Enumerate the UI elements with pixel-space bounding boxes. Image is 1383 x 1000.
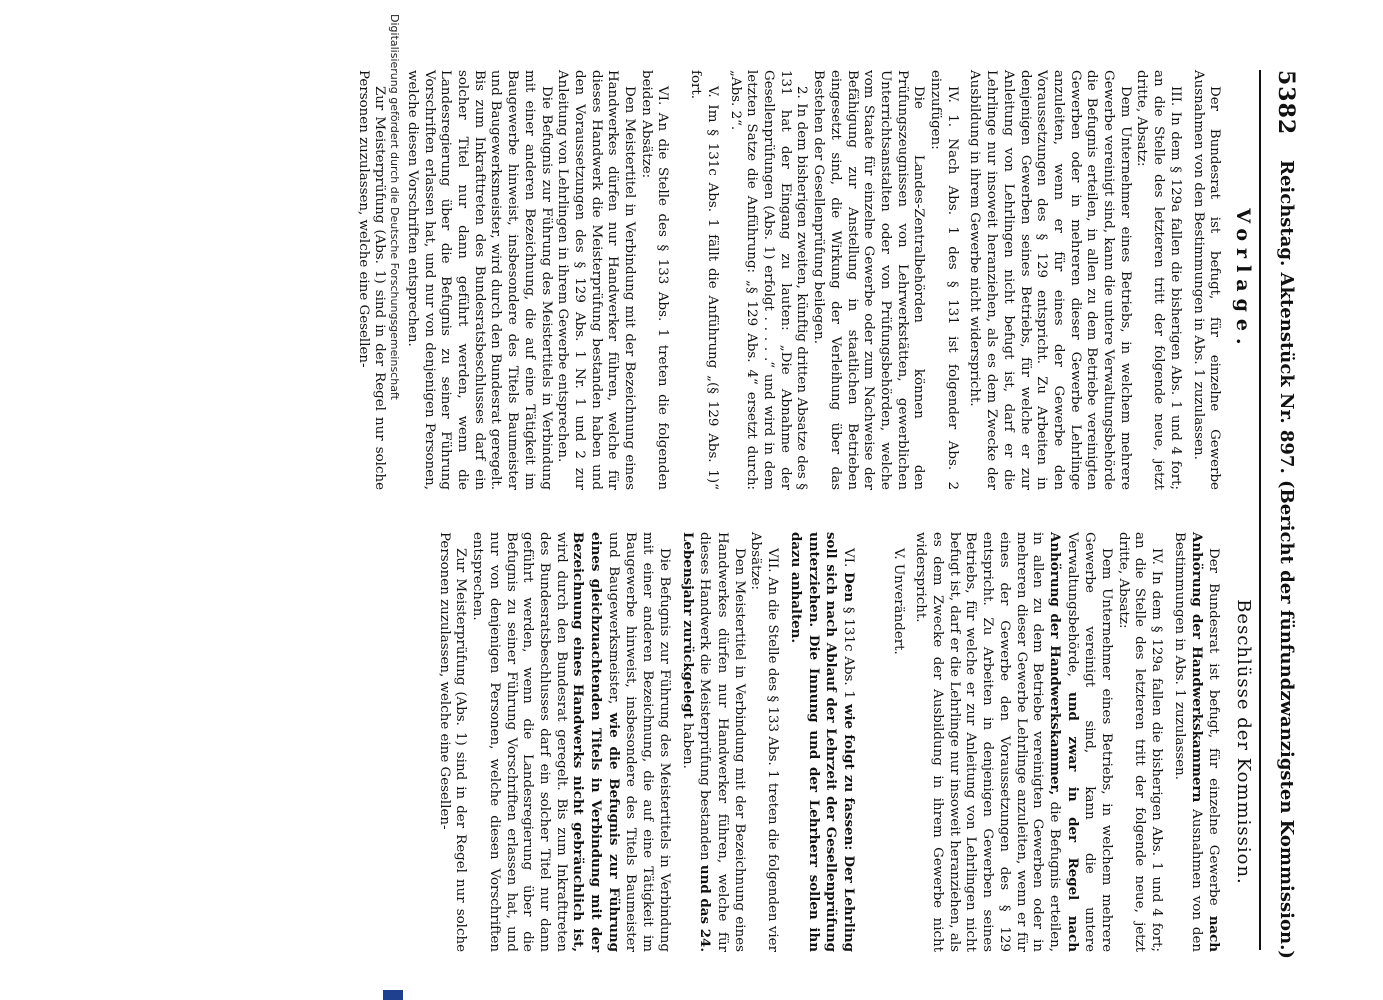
left-column-vorlage (354, 70, 1255, 490)
left-column-title: Vorlage. (1232, 208, 1254, 352)
paragraph: Dem Unternehmer eines Betriebs, in welchem mehrere Gewerbe vereinigt sind, kann die untere Verwaltungsbehörde, und zwar in der Regel nach Anhörung der Handwerkskammer, die Befugnis erteilen, in allen zu dem Betriebe vereinigten Gewerben oder in mehreren dieser Gewerbe Lehrlinge anzuleiten, wenn er für eines der Gewerbe den Voraussetzungen des § 129 entspricht. Zu Arbeiten in denjenigen Gewerben seines Betriebs, für welche er zur Anleitung von Lehrlingen nicht befugt ist, darf er die Lehrlinge nur insoweit heranziehen, als es dem Zwecke der Ausbildung in ihrem Gewerbe nicht widerspricht. (913, 532, 1115, 953)
paragraph: Den Meistertitel in Verbindung mit der Bezeichnung eines Handwerkes dürfen nur Handwerker führen, welche für dieses Handwerk die Meisterprüfung bestanden haben und den Voraussetzungen des § 129 Abs. 1 Nr. 1 und 2 zur Anleitung von Lehrlingen in ihrem Gewerbe entsprechen. (555, 70, 638, 490)
paragraph: VII. An die Stelle des § 133 Abs. 1 treten die folgenden vier Absätze: (748, 532, 781, 952)
paragraph: Die Befugnis zur Führung des Meistertitels in Verbindung mit einer anderen Bezeichnung, die auf eine Tätigkeit im Baugewerbe hinweist, insbesondere des Titels Baumeister und Baugewerksmeister, wird durch den Bundesrat geregelt. Bis zum Inkrafttreten des Bundesratsbeschlusses darf ein solcher Titel nur dann geführt werden, wenn die Landesregierung über die Befugnis zu seiner Führung Vorschriften erlassen hat, und nur von denjenigen Personen, welche diesen Vorschriften entsprechen. (404, 70, 554, 490)
paragraph: V. Im § 131c Abs. 1 fällt die Anführung „(§ 129 Abs. 1)“ fort. (688, 70, 720, 490)
right-column-beschluesse (435, 532, 1255, 952)
amendment-bold: und zwar in der Regel nach Anhörung der Handwerkskammer, (1046, 532, 1081, 952)
dfg-logo-icon (383, 990, 403, 1000)
amendment-bold: nach Anhörung der Handwerkskammern (1188, 532, 1223, 952)
paragraph: IV. 1. Nach Abs. 1 des § 131 ist folgender Abs. 2 einzufügen: (928, 70, 960, 490)
paragraph: 2. In dem bisherigen zweiten, künftig dritten Absatze des § 131 hat der Eingang zu lauten: „Die Abnahme der Gesellenprüfungen (Abs. 1) erfolgt . . . . .“ und wird in dem letzten Satze die Anführung: „§ 129 Abs. 4“ ersetzt durch: „Abs. 2“. (727, 70, 810, 490)
paragraph: V. Unverändert. (890, 548, 906, 655)
paragraph: Zur Meisterprüfung (Abs. 1) sind in der Regel nur solche Personen zuzulassen, welche eine Gesellen- (436, 532, 469, 952)
amendment-bold: wie die Befugnis zur Führung eines gleichzuachtenden Titels in Verbindung mit der Bezeichnung eines Handwerks nicht gebräuchlich ist, (570, 532, 622, 952)
credit-text: Digitalisierung gefördert durch die Deutsche Forschungsgemeinschaft (388, 14, 401, 400)
page-header (1263, 70, 1307, 959)
paragraph: IV. In dem § 129a fallen die bisherigen Abs. 1 und 4 fort; an die Stelle des letzteren tritt der folgende neue, jetzt dritte, Absatz: (1115, 532, 1165, 952)
paragraph: VI. Den § 131c Abs. 1 wie folgt zu fassen: Der Lehrling soll sich nach Ablauf der Lehrzeit der Gesellenprüfung unterziehen. Die Innung und der Lehrherr sollen ihn dazu anhalten. (787, 532, 857, 952)
paragraph: Die Landes-Zentralbehörden können den Prüfungszeugnissen von Lehrwerkstätten, gewerblichen Unterrichtsanstalten oder von Prüfungsbehörden, welche vom Staate für einzelne Gewerbe oder zum Nachweise der Befähigung zur Anstellung in staatlichen Betrieben eingesetzt sind, die Wirkung der Verleihung über das Bestehen der Gesellenprüfung beilegen. (811, 70, 927, 490)
paragraph: Die Befugnis zur Führung des Meistertitels in Verbindung mit einer anderen Bezeichnung, die auf eine Tätigkeit im Baugewerbe hinweist, insbesondere des Titels Baumeister und Baugewerksmeister, wie die Befugnis zur Führung eines gleichzuachtenden Titels in Verbindung mit der Bezeichnung eines Handwerks nicht gebräuchlich ist, wird durch den Bundesrat geregelt. Bis zum Inkrafttreten des Bundesratsbeschlusses darf ein solcher Titel nur dann geführt werden, wenn die Landesregierung über die Befugnis zu seiner Führung Vorschriften erlassen hat, und nur von denjenigen Personen, welche diesen Vorschriften entsprechen. (470, 532, 672, 952)
paragraph: Dem Unternehmer eines Betriebs, in welchem mehrere Gewerbe vereinigt sind, kann die untere Verwaltungsbehörde die Befugnis erteilen, in allen zu dem Betriebe vereinigten Gewerben oder in mehreren dieser Gewerbe Lehrlinge anzuleiten, wenn er für eines der Gewerbe den Voraussetzungen des § 129 entspricht. Zu Arbeiten in denjenigen Gewerben seines Betriebs, für welche er zur Anleitung von Lehrlingen nicht befugt ist, darf er die Lehrlinge nur insoweit heranziehen, als es dem Zwecke der Ausbildung in ihrem Gewerbe nicht widerspricht. (967, 70, 1133, 490)
paragraph: Den Meistertitel in Verbindung mit der Bezeichnung eines Handwerkes dürfen nur Handwerker führen, welche für dieses Handwerk die Meisterprüfung bestanden und das 24. Lebensjahr zurückgelegt haben. (679, 532, 747, 952)
digitization-credit (383, 0, 403, 1000)
paragraph: Der Bundesrat ist befugt, für einzelne Gewerbe nach Anhörung der Handwerkskammern Ausnahmen von den Bestimmungen in Abs. 1 zuzulassen. (1171, 532, 1223, 952)
amendment-bold: und das 24. Lebensjahr zurückgelegt (679, 532, 714, 952)
header-rule (1259, 70, 1261, 950)
paragraph: Der Bundesrat ist befugt, für einzelne Gewerbe Ausnahmen von den Bestimmungen in Abs. 1 zuzulassen. (1190, 70, 1223, 490)
page-number: 5382 (1273, 70, 1299, 136)
amendment-bold: wie folgt zu fassen: Der Lehrling soll sich nach Ablauf der Lehrzeit der Gesellenprüfung unterziehen. Die Innung und der Lehrherr sollen ihn dazu anhalten. (787, 532, 857, 952)
paragraph: III. In dem § 129a fallen die bisherigen Abs. 1 und 4 fort; an die Stelle des letzteren tritt der folgende neue, jetzt dritte, Absatz: (1134, 70, 1183, 490)
paragraph: Zur Meisterprüfung (Abs. 1) sind in der Regel nur solche Personen zuzulassen, welche eine Gesellen- (355, 70, 388, 490)
running-head: Reichstag. Aktenstück Nr. 897. (Bericht der fünfundzwanzigsten Kommission.) (1276, 160, 1297, 959)
right-column-title: Beschlüsse der Kommission. (1233, 599, 1254, 885)
amendment-bold: Den (840, 572, 857, 602)
paragraph: VI. An die Stelle des § 133 Abs. 1 treten die folgenden beiden Absätze: (638, 70, 671, 490)
